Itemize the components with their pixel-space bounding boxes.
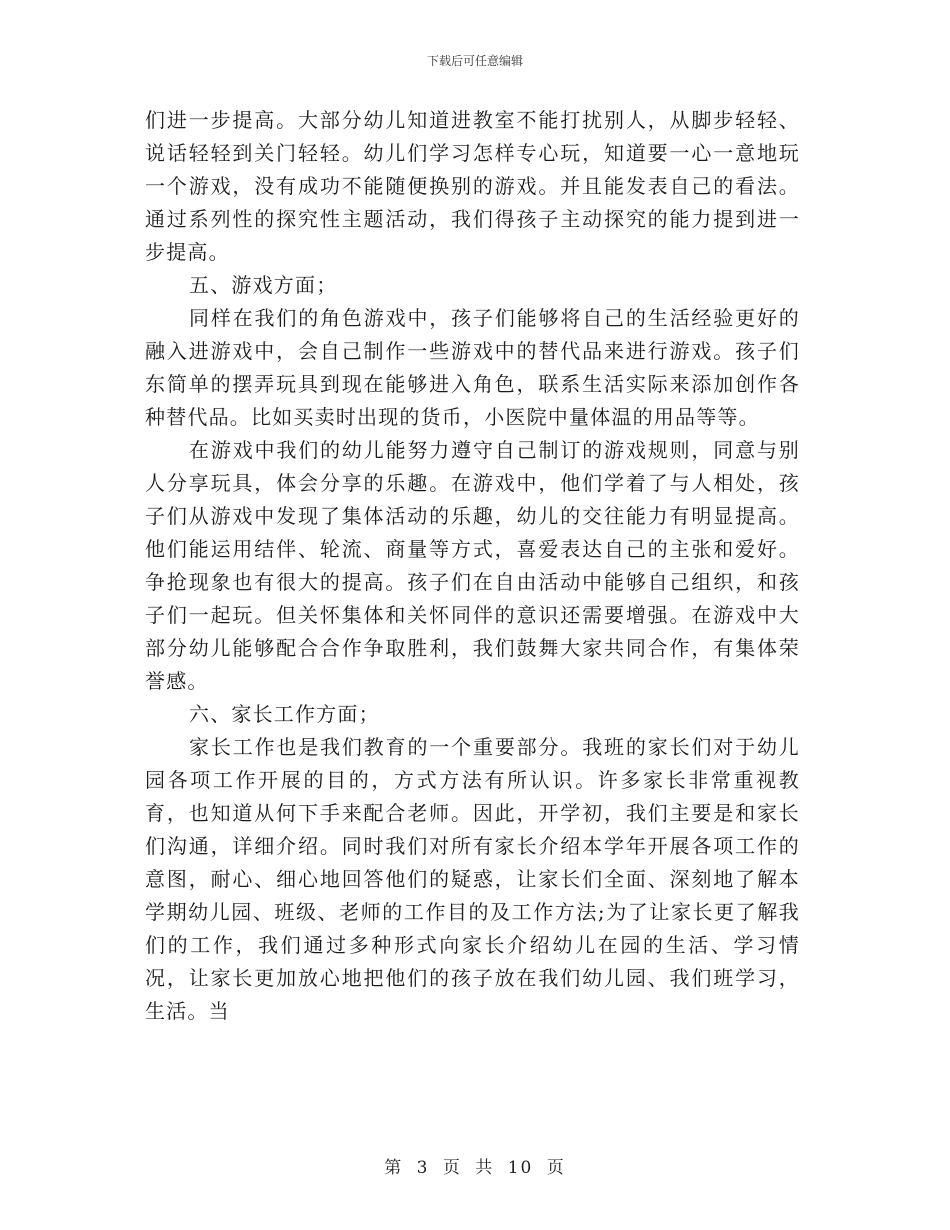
- header-note: 下载后可任意编辑: [426, 54, 523, 68]
- paragraph-game-rules: 在游戏中我们的幼儿能努力遵守自己制订的游戏规则，同意与别人分享玩具，体会分享的乐趣。在游戏中，他们学着了与人相处，孩子们从游戏中发现了集体活动的乐趣，幼儿的交往能力有明显提高。他们能运用结伴、轮流、商量等方式，喜爱表达自己的主张和爱好。争抢现象也有很大的提高。孩子们在自由活动中能够自己组织，和孩子们一起玩。但关怀集体和关怀同伴的意识还需要增强。在游戏中大部分幼儿能够配合合作争取胜利，我们鼓舞大家共同合作，有集体荣誉感。: [145, 438, 800, 693]
- section-heading-parents: 六、家长工作方面；: [189, 702, 380, 726]
- page-number: 第 3 页 共 10 页: [384, 1158, 566, 1178]
- paragraph-role-play: 同样在我们的角色游戏中，孩子们能够将自己的生活经验更好的融入进游戏中，会自己制作一些游戏中的替代品来进行游戏。孩子们东简单的摆弄玩具到现在能够进入角色，联系生活实际来添加创作各种替代品。比如买卖时出现的货币，小医院中量体温的用品等等。: [145, 306, 800, 429]
- paragraph-continuation: 们进一步提高。大部分幼儿知道进教室不能打扰别人，从脚步轻轻、说话轻轻到关门轻轻。幼儿们学习怎样专心玩，知道要一心一意地玩一个游戏，没有成功不能随便换别的游戏。并且能发表自己的看法。通过系列性的探究性主题活动，我们得孩子主动探究的能力提到进一步提高。: [145, 108, 800, 264]
- paragraph-parent-work: 家长工作也是我们教育的一个重要部分。我班的家长们对于幼儿园各项工作开展的目的，方式方法有所认识。许多家长非常重视教育，也知道从何下手来配合老师。因此，开学初，我们主要是和家长们沟通，详细介绍。同时我们对所有家长介绍本学年开展各项工作的意图，耐心、细心地回答他们的疑惑，让家长们全面、深刻地了解本学期幼儿园、班级、老师的工作目的及工作方法;为了让家长更了解我们的工作，我们通过多种形式向家长介绍幼儿在园的生活、学习情况，让家长更加放心地把他们的孩子放在我们幼儿园、我们班学习，生活。当: [145, 735, 800, 1023]
- section-heading-games: 五、游戏方面；: [189, 273, 338, 297]
- document-body: [145, 104, 800, 1028]
